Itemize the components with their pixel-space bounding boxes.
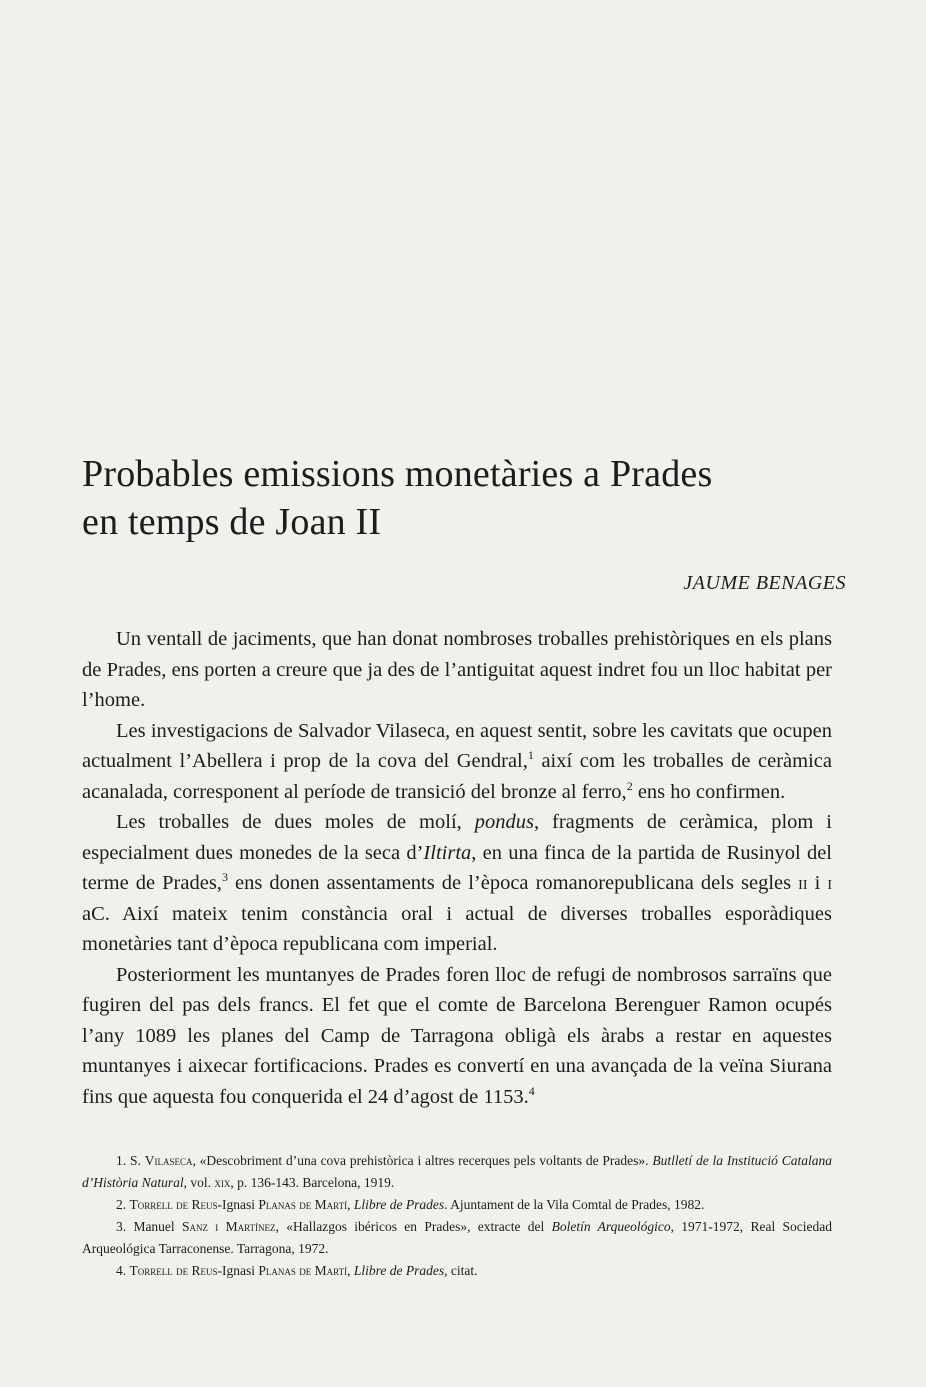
footnote-2-text-c: . Ajuntament de la Vila Comtal de Prades, 1982. — [444, 1197, 705, 1212]
footnote-1-number: 1. — [116, 1153, 127, 1168]
footnote-3-text-c: , 1971-1972, Real Sociedad Arqueológica Tarraconense. Tarragona, 1972. — [82, 1219, 833, 1256]
paragraph-3 — [82, 807, 832, 960]
footnote-ref-2[interactable]: 2 — [626, 778, 633, 793]
paragraph-3-text-f: aC. Així mateix tenim constància oral i actual de diverses troballes esporàdiques monetàries tant d’època republicana com imperial. — [82, 902, 832, 955]
footnote-4-author-1: Torrell de Reus — [129, 1263, 218, 1278]
footnote-1-initial: S. — [129, 1153, 145, 1168]
article-title — [82, 450, 842, 546]
footnote-1-text-c: , vol. — [183, 1175, 215, 1190]
paragraph-1: Un ventall de jaciments, que han donat nombroses troballes prehistòriques en els plans de Prades, ens porten a creure que ja des de l’antiguitat aquest indret fou un lloc habitat per l’home. — [82, 628, 832, 711]
footnote-1-text-b: , «Descobriment d’una cova prehistòrica i altres recerques pels voltants de Prades». — [192, 1153, 653, 1168]
paragraph-3-text-d: ens donen assentaments de l’època romanorepublicana dels segles — [227, 872, 799, 894]
footnote-4-number: 4. — [116, 1263, 127, 1278]
footnote-3 — [82, 1216, 832, 1260]
footnote-ref-4[interactable]: 4 — [528, 1083, 535, 1098]
footnote-2-text-b: , — [347, 1197, 354, 1212]
footnote-4-text-a: -Ignasi — [217, 1263, 259, 1278]
footnote-4-book: Llibre de Prades — [353, 1263, 445, 1278]
footnotes — [82, 1150, 832, 1282]
article-body — [82, 624, 832, 1112]
footnote-3-journal: Boletín Arqueológico — [551, 1219, 671, 1234]
paragraph-4-text-a: Posteriorment les muntanyes de Prades foren lloc de refugi de nombrosos sarraïns que fugiren del pas dels francs. El fet que el comte de Barcelona Berenguer Ramon ocupés l’any 1089 les planes del Camp de Tarragona obligà els àrabs a restar en aquestes muntanyes i aixecar fortificacions. Prades es convertí en una avançada de la veïna Siurana fins que aquesta fou conquerida el 24 d’agost de 1153. — [82, 963, 832, 1108]
paragraph-4 — [82, 960, 832, 1113]
paragraph-3-text-b: , fragments de ceràmica, plom i especialment dues monedes de la seca d’ — [82, 811, 832, 864]
footnote-3-author: Sanz i Martínez — [181, 1219, 276, 1234]
footnote-4-text-c: , citat. — [444, 1263, 478, 1278]
footnote-3-text-a: Manuel — [133, 1219, 182, 1234]
paragraph-3-text-c: , en una finca de la partida de Rusinyol del terme de Prades, — [82, 841, 832, 894]
footnote-4-author-2: Planas de Martí — [258, 1263, 348, 1278]
footnote-4 — [82, 1260, 832, 1282]
footnote-2-number: 2. — [116, 1197, 127, 1212]
author-name: JAUME BENAGES — [683, 572, 846, 594]
paragraph-3-text-e: i — [807, 872, 828, 894]
footnote-2-author-1: Torrell de Reus — [129, 1197, 218, 1212]
footnote-ref-3[interactable]: 3 — [221, 870, 228, 884]
footnote-1 — [82, 1150, 832, 1194]
paragraph-2-text-c: ens ho confirmen. — [632, 780, 786, 803]
footnote-2-author-2: Planas de Martí — [258, 1197, 348, 1212]
paragraph-2-text-a: Les investigacions de Salvador Vilaseca, en aquest sentit, sobre les cavitats que ocupen actualment l’Abellera i prop de la cova del Gendral, — [82, 719, 832, 772]
paragraph-2 — [82, 716, 832, 808]
footnote-1-volume: xix — [214, 1175, 231, 1190]
term-iltirta: Iltirta — [423, 841, 472, 864]
footnote-3-number: 3. — [116, 1219, 127, 1234]
footnote-3-text-b: , «Hallazgos ibéricos en Prades», extracte del — [275, 1219, 552, 1234]
paragraph-2-text-b: així com les troballes de ceràmica acanalada, corresponent al període de transició del bronze al ferro, — [82, 750, 832, 803]
footnote-ref-1[interactable]: 1 — [527, 748, 534, 762]
footnote-2-text-a: -Ignasi — [217, 1197, 259, 1212]
roman-numeral-i: i — [827, 872, 833, 894]
paragraph-3-text-a: Les troballes de dues moles de molí, — [116, 811, 475, 833]
roman-numeral-ii: ii — [798, 872, 808, 894]
title-line-1: Probables emissions monetàries a Prades — [82, 453, 713, 495]
footnote-2 — [82, 1194, 832, 1216]
footnote-1-journal: Butlletí de la Institució Catalana d’Història Natural — [82, 1153, 832, 1190]
footnote-1-text-d: , p. 136-143. Barcelona, 1919. — [230, 1175, 395, 1190]
footnote-1-author: Vilaseca — [144, 1153, 193, 1168]
footnote-2-book: Llibre de Prades — [353, 1197, 445, 1212]
title-line-2: en temps de Joan II — [82, 501, 382, 543]
term-pondus: pondus — [474, 811, 534, 833]
footnote-4-text-b: , — [347, 1263, 354, 1278]
